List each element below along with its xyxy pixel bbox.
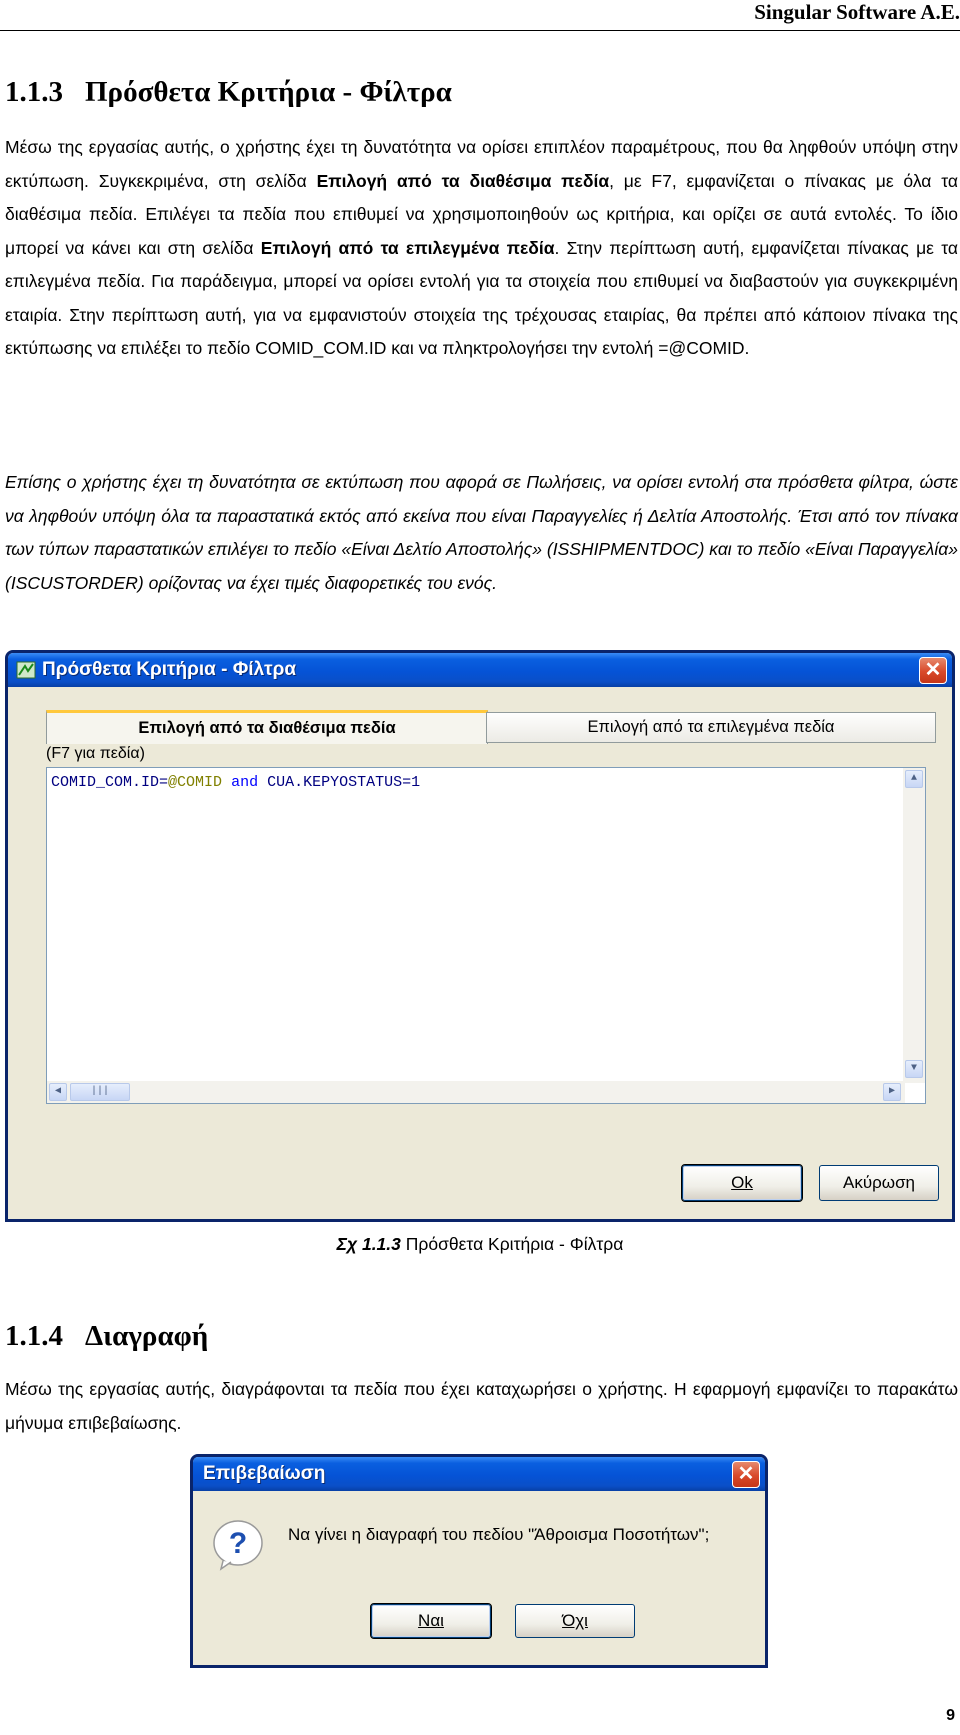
- section-113-number: 1.1.3: [5, 76, 63, 108]
- p1-bold-a: Επιλογή από τα διαθέσιμα πεδία: [316, 170, 610, 191]
- scroll-left-arrow-icon[interactable]: ◀: [49, 1083, 67, 1101]
- page-number: 9: [946, 1707, 955, 1724]
- section-114-number: 1.1.4: [5, 1320, 63, 1352]
- question-icon: [211, 1517, 265, 1571]
- vertical-scrollbar[interactable]: [903, 768, 925, 1083]
- filter-window-title: Πρόσθετα Κριτήρια - Φίλτρα: [42, 659, 297, 680]
- svg-text:?: ?: [228, 1527, 248, 1560]
- ok-button[interactable]: Ok: [682, 1165, 802, 1201]
- section-113-paragraph-1: [5, 131, 958, 366]
- scroll-right-arrow-icon[interactable]: ▶: [883, 1083, 901, 1101]
- filter-expression-editor[interactable]: [46, 767, 926, 1104]
- confirm-message: Να γίνει η διαγραφή του πεδίου "Άθροισμα Ποσοτήτων";: [288, 1525, 710, 1544]
- section-114-heading: [5, 1320, 208, 1353]
- yes-button[interactable]: Ναι: [371, 1604, 491, 1638]
- scroll-thumb[interactable]: |||: [70, 1083, 130, 1101]
- caption-label: Σχ 1.1.3: [336, 1234, 401, 1254]
- code-keyword: and: [231, 774, 259, 791]
- f7-hint: (F7 για πεδία): [46, 745, 145, 762]
- company-header: Singular Software A.E.: [754, 0, 960, 24]
- filter-criteria-window: [5, 650, 955, 1222]
- close-icon[interactable]: ✕: [732, 1461, 760, 1488]
- p1-text-b: , με F7, εμφανίζεται ο πίνακας με όλα τα διαθέσιμα πεδία. Επιλέγει τα πεδία που επιθυμεί να χρησιμοποιηθούν ως κριτήρια, και ορίζει σε αυτά εντολές. Το ίδιο μπορεί να κάνει και στη σελίδα: [5, 170, 958, 258]
- confirm-dialog: [190, 1454, 768, 1668]
- tab-selected-fields[interactable]: Επιλογή από τα επιλεγμένα πεδία: [486, 712, 936, 743]
- section-114-paragraph: Μέσω της εργασίας αυτής, διαγράφονται τα πεδία που έχει καταχωρήσει ο χρήστης. Η εφαρμογή εμφανίζει το παρακάτω μήνυμα επιβεβαίωσης.: [5, 1379, 958, 1433]
- section-113-paragraph-2: Επίσης ο χρήστης έχει τη δυνατότητα σε εκτύπωση που αφορά σε Πωλήσεις, να ορίσει εντολή στα πρόσθετα φίλτρα, ώστε να ληφθούν υπόψη όλα τα παραστατικά εκτός από εκείνα που είναι Παραγγελίες ή Δελτία Αποστολής. Έτσι από τον πίνακα των τύπων παραστατικών επιλέγει το πεδίο «Είναι Δελτίο Αποστολής» (ISSHIPMENTDOC) και το πεδίο «Είναι Παραγγελία» (ISCUSTORDER) ορίζοντας να έχει τιμές διαφορετικές του ενός.: [5, 472, 958, 593]
- filter-window-titlebar: [8, 653, 952, 687]
- close-icon[interactable]: ✕: [919, 657, 947, 684]
- code-field: COMID_COM.ID=: [51, 774, 169, 791]
- header-divider: [0, 30, 960, 31]
- p1-text-a: Μέσω της εργασίας αυτής, ο χρήστης έχει τη δυνατότητα να ορίσει επιπλέον παραμέτρους, που θα ληφθούν υπόψη στην εκτύπωση. Συγκεκριμένα, στη σελίδα: [5, 137, 958, 191]
- code-condition: CUA.KEPYOSTATUS=1: [267, 774, 421, 791]
- section-114-title: Διαγραφή: [85, 1320, 209, 1352]
- section-113-heading: [5, 76, 452, 109]
- horizontal-scrollbar[interactable]: [47, 1081, 905, 1103]
- cancel-button[interactable]: Ακύρωση: [819, 1165, 939, 1201]
- no-button[interactable]: Όχι: [515, 1604, 635, 1638]
- filter-code-line: [51, 774, 420, 791]
- caption-text: Πρόσθετα Κριτήρια - Φίλτρα: [400, 1234, 624, 1254]
- app-icon: [16, 660, 36, 680]
- p1-bold-b: Επιλογή από τα επιλεγμένα πεδία: [260, 237, 555, 258]
- section-113-title: Πρόσθετα Κριτήρια - Φίλτρα: [85, 76, 452, 108]
- code-variable: @COMID: [168, 774, 223, 791]
- figure-caption-113: [0, 1234, 960, 1255]
- confirm-titlebar: [193, 1457, 765, 1491]
- tab-available-fields[interactable]: Επιλογή από τα διαθέσιμα πεδία: [46, 710, 488, 744]
- confirm-title: Επιβεβαίωση: [203, 1463, 326, 1484]
- p1-text-c: . Στην περίπτωση αυτή, εμφανίζεται πίνακας με τα επιλεγμένα πεδία. Για παράδειγμα, μπορεί να ορίσει εντολή για τα στοιχεία που επιθυμεί να διαβαστούν για συγκεκριμένη εταιρία. Στην περίπτωση αυτή, για να εμφανιστούν στοιχεία της τρέχουσας εταιρίας, θα πρέπει από κάποιον πίνακα της εκτύπωσης να επιλέξει το πεδίο COMID_COM.ID και να πληκτρολογήσει την εντολή =@COMID.: [5, 237, 958, 358]
- scroll-down-arrow-icon[interactable]: ▼: [905, 1060, 923, 1078]
- scroll-up-arrow-icon[interactable]: ▲: [905, 770, 923, 788]
